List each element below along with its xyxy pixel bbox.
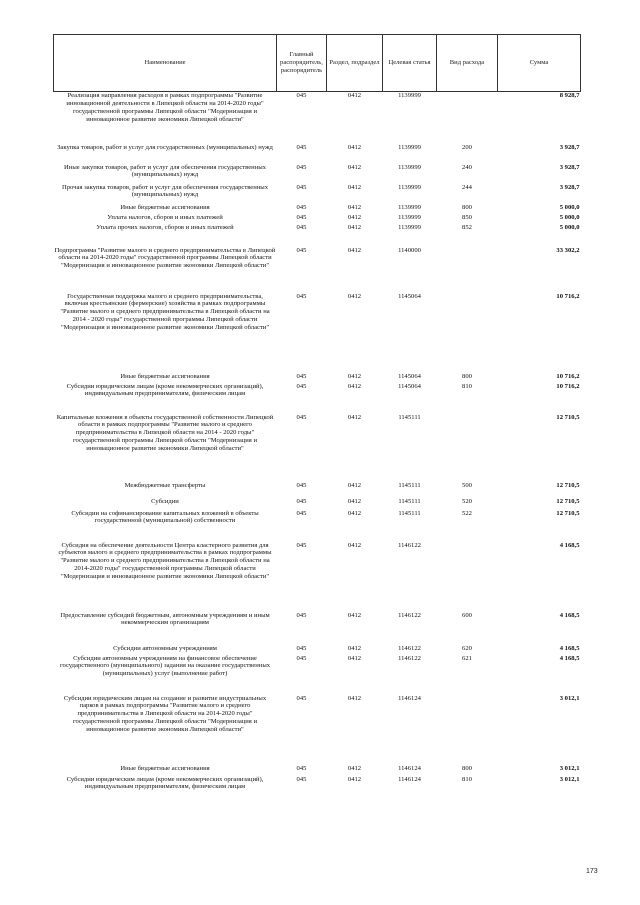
cell-section: 0412 bbox=[347, 92, 362, 99]
cell-chief-administrator: 045 bbox=[296, 203, 307, 211]
table-row bbox=[54, 695, 581, 765]
cell-name: Уплата налогов, сборов и иных платежей bbox=[107, 213, 223, 221]
cell-section: 0412 bbox=[347, 541, 362, 549]
table-row bbox=[54, 510, 581, 542]
cell-chief-administrator: 045 bbox=[296, 223, 307, 231]
cell-amount: 3 928,7 bbox=[559, 183, 580, 191]
table-row bbox=[54, 293, 581, 373]
cell-amount: 3 928,7 bbox=[559, 143, 580, 151]
cell-chief-administrator: 045 bbox=[296, 481, 307, 489]
cell-chief-administrator: 045 bbox=[296, 143, 307, 151]
cell-expense-type: 200 bbox=[462, 143, 472, 151]
cell-target-item: 1139999 bbox=[398, 143, 421, 151]
cell-target-item: 1139999 bbox=[398, 92, 421, 99]
cell-target-item: 1145111 bbox=[398, 497, 421, 505]
table-row bbox=[54, 645, 581, 655]
header-chief-administrator: Главный распорядитель, распорядитель bbox=[277, 35, 327, 92]
cell-expense-type: 810 bbox=[462, 775, 472, 783]
cell-amount: 5 000,0 bbox=[559, 213, 580, 221]
cell-chief-administrator: 045 bbox=[296, 292, 307, 300]
cell-chief-administrator: 045 bbox=[296, 654, 307, 662]
cell-section: 0412 bbox=[347, 382, 362, 390]
table-row bbox=[54, 224, 581, 247]
cell-amount: 8 928,7 bbox=[559, 92, 580, 99]
cell-target-item: 1139999 bbox=[398, 163, 421, 171]
cell-target-item: 1145064 bbox=[398, 372, 421, 380]
cell-section: 0412 bbox=[347, 246, 362, 254]
cell-section: 0412 bbox=[347, 413, 362, 421]
cell-target-item: 1146124 bbox=[398, 775, 421, 783]
cell-section: 0412 bbox=[347, 509, 362, 517]
cell-target-item: 1139999 bbox=[398, 203, 421, 211]
cell-chief-administrator: 045 bbox=[296, 372, 307, 380]
cell-amount: 12 710,5 bbox=[556, 413, 580, 421]
cell-amount: 33 302,2 bbox=[556, 246, 580, 254]
cell-amount: 4 168,5 bbox=[559, 654, 580, 662]
budget-table bbox=[53, 34, 581, 805]
table-row bbox=[54, 184, 581, 204]
cell-expense-type: 522 bbox=[462, 509, 472, 517]
cell-chief-administrator: 045 bbox=[296, 611, 307, 619]
table-row bbox=[54, 765, 581, 776]
cell-section: 0412 bbox=[347, 143, 362, 151]
cell-target-item: 1146124 bbox=[398, 764, 421, 772]
cell-amount: 12 710,5 bbox=[556, 509, 580, 517]
cell-target-item: 1139999 bbox=[398, 223, 421, 231]
cell-section: 0412 bbox=[347, 223, 362, 231]
cell-target-item: 1146122 bbox=[398, 541, 421, 549]
cell-amount: 4 168,5 bbox=[559, 611, 580, 619]
cell-chief-administrator: 045 bbox=[296, 246, 307, 254]
cell-section: 0412 bbox=[347, 372, 362, 380]
cell-name: Подпрограмма "Развитие малого и среднего предпринимательства в Липецкой области на 2014-2020 годы" государственной программы Липецкой области "Модернизация и инновационное развитие экономики Липецкой области" bbox=[54, 246, 276, 270]
cell-chief-administrator: 045 bbox=[296, 775, 307, 783]
cell-chief-administrator: 045 bbox=[296, 764, 307, 772]
cell-expense-type: 500 bbox=[462, 481, 472, 489]
cell-section: 0412 bbox=[347, 694, 362, 702]
cell-chief-administrator: 045 bbox=[296, 497, 307, 505]
cell-name: Иные бюджетные ассигнования bbox=[120, 372, 210, 380]
table-row bbox=[54, 542, 581, 612]
cell-name: Субсидии автономным учреждениям на финансовое обеспечение государственного (муниципального) задания на оказание государственных (муниципальных) услуг (выполнение работ) bbox=[59, 654, 271, 678]
table-row bbox=[54, 655, 581, 695]
cell-expense-type bbox=[437, 542, 498, 612]
cell-section: 0412 bbox=[347, 163, 362, 171]
table-row bbox=[54, 776, 581, 805]
cell-chief-administrator: 045 bbox=[296, 213, 307, 221]
cell-amount: 3 928,7 bbox=[559, 163, 580, 171]
cell-section: 0412 bbox=[347, 654, 362, 662]
cell-section: 0412 bbox=[347, 497, 362, 505]
cell-chief-administrator: 045 bbox=[296, 382, 307, 390]
cell-chief-administrator: 045 bbox=[296, 183, 307, 191]
cell-expense-type: 621 bbox=[462, 654, 472, 662]
table-row bbox=[54, 383, 581, 414]
cell-name: Предоставление субсидий бюджетным, автономным учреждениям и иным некоммерческим организациям bbox=[60, 611, 270, 627]
cell-expense-type bbox=[437, 247, 498, 293]
cell-amount: 12 710,5 bbox=[556, 481, 580, 489]
cell-target-item: 1140000 bbox=[398, 246, 421, 254]
cell-section: 0412 bbox=[347, 183, 362, 191]
cell-name: Субсидии на софинансирование капитальных вложений в объекты государственной (муниципальной) собственности bbox=[71, 509, 259, 525]
cell-section: 0412 bbox=[347, 213, 362, 221]
cell-amount: 12 710,5 bbox=[556, 497, 580, 505]
cell-name: Уплата прочих налогов, сборов и иных платежей bbox=[96, 223, 234, 231]
header-name: Наименование bbox=[54, 35, 277, 92]
cell-chief-administrator: 045 bbox=[296, 163, 307, 171]
table-row bbox=[54, 144, 581, 164]
table-row bbox=[54, 214, 581, 224]
cell-target-item: 1145064 bbox=[398, 382, 421, 390]
cell-name: Субсидии юридическим лицам (кроме некоммерческих организаций), индивидуальным предпринимателям, физическим лицам bbox=[66, 382, 264, 398]
cell-expense-type: 800 bbox=[462, 372, 472, 380]
cell-name: Субсидии автономным учреждениям bbox=[113, 644, 217, 652]
cell-expense-type: 620 bbox=[462, 644, 472, 652]
cell-section: 0412 bbox=[347, 644, 362, 652]
table-row bbox=[54, 164, 581, 184]
cell-expense-type bbox=[437, 293, 498, 373]
cell-target-item: 1139999 bbox=[398, 213, 421, 221]
cell-name: Межбюджетные трансферты bbox=[124, 481, 206, 489]
cell-chief-administrator: 045 bbox=[296, 92, 307, 99]
cell-expense-type bbox=[437, 92, 498, 144]
page-number: 173 bbox=[586, 868, 598, 875]
header-target-item: Целевая статья bbox=[383, 35, 437, 92]
table-header-row bbox=[54, 35, 581, 92]
cell-target-item: 1146124 bbox=[398, 694, 421, 702]
cell-expense-type: 850 bbox=[462, 213, 472, 221]
cell-target-item: 1145111 bbox=[398, 413, 421, 421]
cell-expense-type: 852 bbox=[462, 223, 472, 231]
cell-chief-administrator: 045 bbox=[296, 509, 307, 517]
cell-target-item: 1146122 bbox=[398, 654, 421, 662]
cell-amount: 4 168,5 bbox=[559, 541, 580, 549]
table-row bbox=[54, 373, 581, 383]
cell-chief-administrator: 045 bbox=[296, 644, 307, 652]
cell-target-item: 1146122 bbox=[398, 644, 421, 652]
cell-expense-type bbox=[437, 414, 498, 482]
cell-name: Государственная поддержка малого и среднего предпринимательства, включая крестьянские (фермерские) хозяйства в рамках подпрограммы "Развитие малого и среднего предпринимательства в Липецкой области на 2014 - 2020 годы" государственной программы Липецкой области "Модернизация и инновационное развитие экономики Липецкой области" bbox=[60, 292, 270, 332]
cell-section: 0412 bbox=[347, 764, 362, 772]
cell-target-item: 1145064 bbox=[398, 292, 421, 300]
cell-section: 0412 bbox=[347, 481, 362, 489]
cell-expense-type: 600 bbox=[462, 611, 472, 619]
cell-expense-type: 244 bbox=[462, 183, 472, 191]
cell-name: Субсидии юридическим лицам на создание и развитие индустриальных парков в рамках подпрограммы "Развитие малого и среднего предпринимательства в Липецкой области на 2014-2020 годы" государственной программы Липецкой области "Модернизация и инновационное развитие экономики Липецкой области" bbox=[63, 694, 267, 734]
table-row bbox=[54, 414, 581, 482]
cell-section: 0412 bbox=[347, 292, 362, 300]
table-row bbox=[54, 612, 581, 645]
cell-expense-type: 800 bbox=[462, 764, 472, 772]
cell-target-item: 1145111 bbox=[398, 481, 421, 489]
cell-amount: 4 168,5 bbox=[559, 644, 580, 652]
cell-expense-type: 520 bbox=[462, 497, 472, 505]
cell-expense-type bbox=[437, 695, 498, 765]
cell-name: Закупка товаров, работ и услуг для государственных (муниципальных) нужд bbox=[57, 143, 273, 151]
cell-expense-type: 810 bbox=[462, 382, 472, 390]
cell-target-item: 1145111 bbox=[398, 509, 421, 517]
table-row bbox=[54, 482, 581, 498]
cell-amount: 10 716,2 bbox=[556, 292, 580, 300]
cell-section: 0412 bbox=[347, 611, 362, 619]
cell-name: Капитальные вложения в объекты государственной собственности Липецкой области в рамках подпрограммы "Развитие малого и среднего предпринимательства в Липецкой области на 2014 - 2020 годы" государственной программы Липецкой области "Модернизация и инновационное развитие экономики Липецкой области" bbox=[56, 413, 274, 453]
cell-amount: 3 012,1 bbox=[559, 764, 580, 772]
cell-amount: 5 000,0 bbox=[559, 203, 580, 211]
cell-name: Иные закупки товаров, работ и услуг для обеспечения государственных (муниципальных) нужд bbox=[64, 163, 266, 179]
cell-section: 0412 bbox=[347, 203, 362, 211]
header-section: Раздел, подраздел bbox=[327, 35, 383, 92]
cell-target-item: 1139999 bbox=[398, 183, 421, 191]
cell-chief-administrator: 045 bbox=[296, 541, 307, 549]
cell-expense-type: 240 bbox=[462, 163, 472, 171]
table-row bbox=[54, 247, 581, 293]
cell-name: Иные бюджетные ассигнования bbox=[120, 203, 210, 211]
cell-amount: 5 000,0 bbox=[559, 223, 580, 231]
cell-section: 0412 bbox=[347, 775, 362, 783]
table-row bbox=[54, 204, 581, 214]
cell-name: Реализация направления расходов в рамках подпрограммы "Развитие инновационной деятельности в Липецкой области на 2014-2020 годы" государственной программы Липецкой области "Модернизация и инновационное развитие экономики Липецкой области" bbox=[66, 92, 264, 123]
cell-target-item: 1146122 bbox=[398, 611, 421, 619]
cell-amount: 3 012,1 bbox=[559, 775, 580, 783]
cell-name: Субсидии юридическим лицам (кроме некоммерческих организаций), индивидуальным предпринимателям, физическим лицам bbox=[66, 775, 264, 791]
cell-chief-administrator: 045 bbox=[296, 413, 307, 421]
header-amount: Сумма bbox=[498, 35, 581, 92]
cell-chief-administrator: 045 bbox=[296, 694, 307, 702]
cell-amount: 3 012,1 bbox=[559, 694, 580, 702]
table-row bbox=[54, 92, 581, 144]
cell-amount: 10 716,2 bbox=[556, 382, 580, 390]
table-row bbox=[54, 498, 581, 510]
header-expense-type: Вид расхода bbox=[437, 35, 498, 92]
cell-name: Субсидия на обеспечение деятельности Центра кластерного развития для субъектов малого и среднего предпринимательства в рамках подпрограммы "Развитие малого и среднего предпринимательства в Липецкой области на 2014-2020 годы" государственной программы Липецкой области "Модернизация и инновационное развитие экономики Липецкой области" bbox=[58, 541, 272, 581]
cell-name: Прочая закупка товаров, работ и услуг для обеспечения государственных (муниципальных) нужд bbox=[61, 183, 269, 199]
cell-name: Иные бюджетные ассигнования bbox=[120, 764, 210, 772]
table-body bbox=[54, 92, 581, 805]
cell-amount: 10 716,2 bbox=[556, 372, 580, 380]
cell-name: Субсидии bbox=[151, 497, 179, 505]
cell-expense-type: 800 bbox=[462, 203, 472, 211]
